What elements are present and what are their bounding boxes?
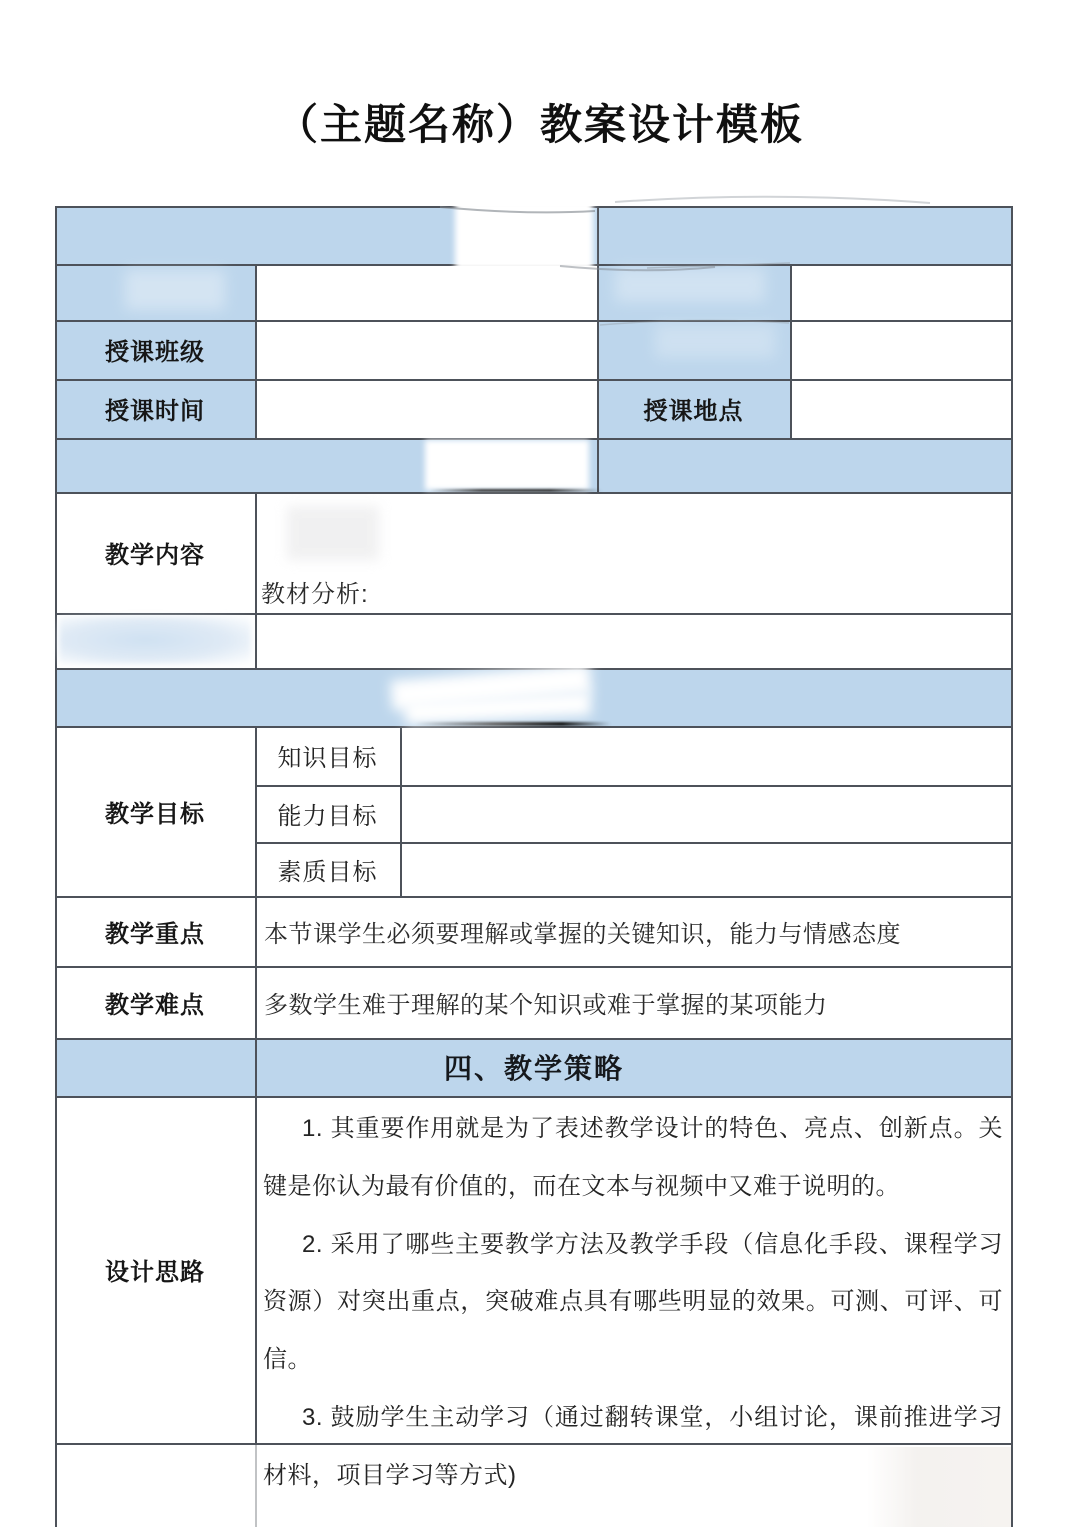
key-point-text: 本节课学生必须要理解或掌握的关键知识，能力与情感态度 — [264, 920, 901, 948]
design-approach-label: 设计思路 — [105, 1259, 205, 1286]
design-approach-content — [257, 1096, 1011, 1489]
strategy-section-header: 四、教学策略 — [443, 1053, 624, 1084]
ability-objective-label: 能力目标 — [277, 803, 378, 830]
quality-objective-cell — [400, 842, 1013, 896]
erased-label-cell — [597, 320, 790, 379]
difficulty-text: 多数学生难于理解的某个知识或难于掌握的某项能力 — [264, 991, 828, 1019]
table-continuation-row — [55, 1443, 1013, 1527]
time-label: 授课时间 — [105, 398, 205, 425]
design-paragraph-2: 2. 采用了哪些主要教学方法及教学手段（信息化手段、课程学习资源）对突出重点，突破难点具有哪些明显的效果。可测、可评、可信。 — [263, 1230, 1003, 1374]
erased-value-cell — [790, 320, 1013, 379]
knowledge-objective-cell — [400, 726, 1013, 785]
section-header-row-erased — [55, 438, 1013, 492]
difficulty-label: 教学难点 — [105, 991, 205, 1019]
grid-line-v — [597, 206, 599, 492]
design-paragraph-3: 3. 鼓励学生主动学习（通过翻转课堂，小组讨论，课前推进学习材料，项目学习等方式) — [263, 1403, 1003, 1489]
design-paragraph-1: 1. 其重要作用就是为了表述教学设计的特色、亮点、创新点。关键是你认为最有价值的，而在文本与视频中又难于说明的。 — [263, 1115, 1003, 1200]
eraser-smudge — [59, 616, 251, 664]
teaching-content-label: 教学内容 — [105, 542, 205, 569]
teaching-content-cell — [255, 492, 1013, 613]
location-label: 授课地点 — [643, 398, 744, 425]
location-value-cell — [790, 379, 1013, 438]
class-value-cell — [255, 320, 597, 379]
objectives-label: 教学目标 — [105, 800, 205, 828]
section-header-row-erased — [55, 206, 1013, 264]
key-point-label: 教学重点 — [105, 920, 205, 948]
quality-objective-label: 素质目标 — [277, 858, 378, 886]
erased-value-cell — [255, 264, 597, 320]
erased-label-cell — [55, 264, 255, 320]
erased-row-content-cell — [255, 613, 1013, 668]
ability-objective-cell — [400, 785, 1013, 842]
grid-line-h — [55, 668, 1013, 670]
section-header-row-erased — [55, 668, 1013, 726]
erased-value-cell — [790, 264, 1013, 320]
time-value-cell — [255, 379, 597, 438]
class-label: 授课班级 — [105, 339, 205, 366]
erased-label-cell — [597, 264, 790, 320]
knowledge-objective-label: 知识目标 — [277, 745, 378, 772]
lesson-plan-table — [55, 206, 1013, 1527]
material-analysis-caption: 教材分析: — [261, 581, 369, 608]
grid-line-h — [55, 438, 1013, 440]
page-title: （主题名称）教案设计模板 — [275, 103, 804, 149]
grid-line-h — [55, 206, 1013, 208]
